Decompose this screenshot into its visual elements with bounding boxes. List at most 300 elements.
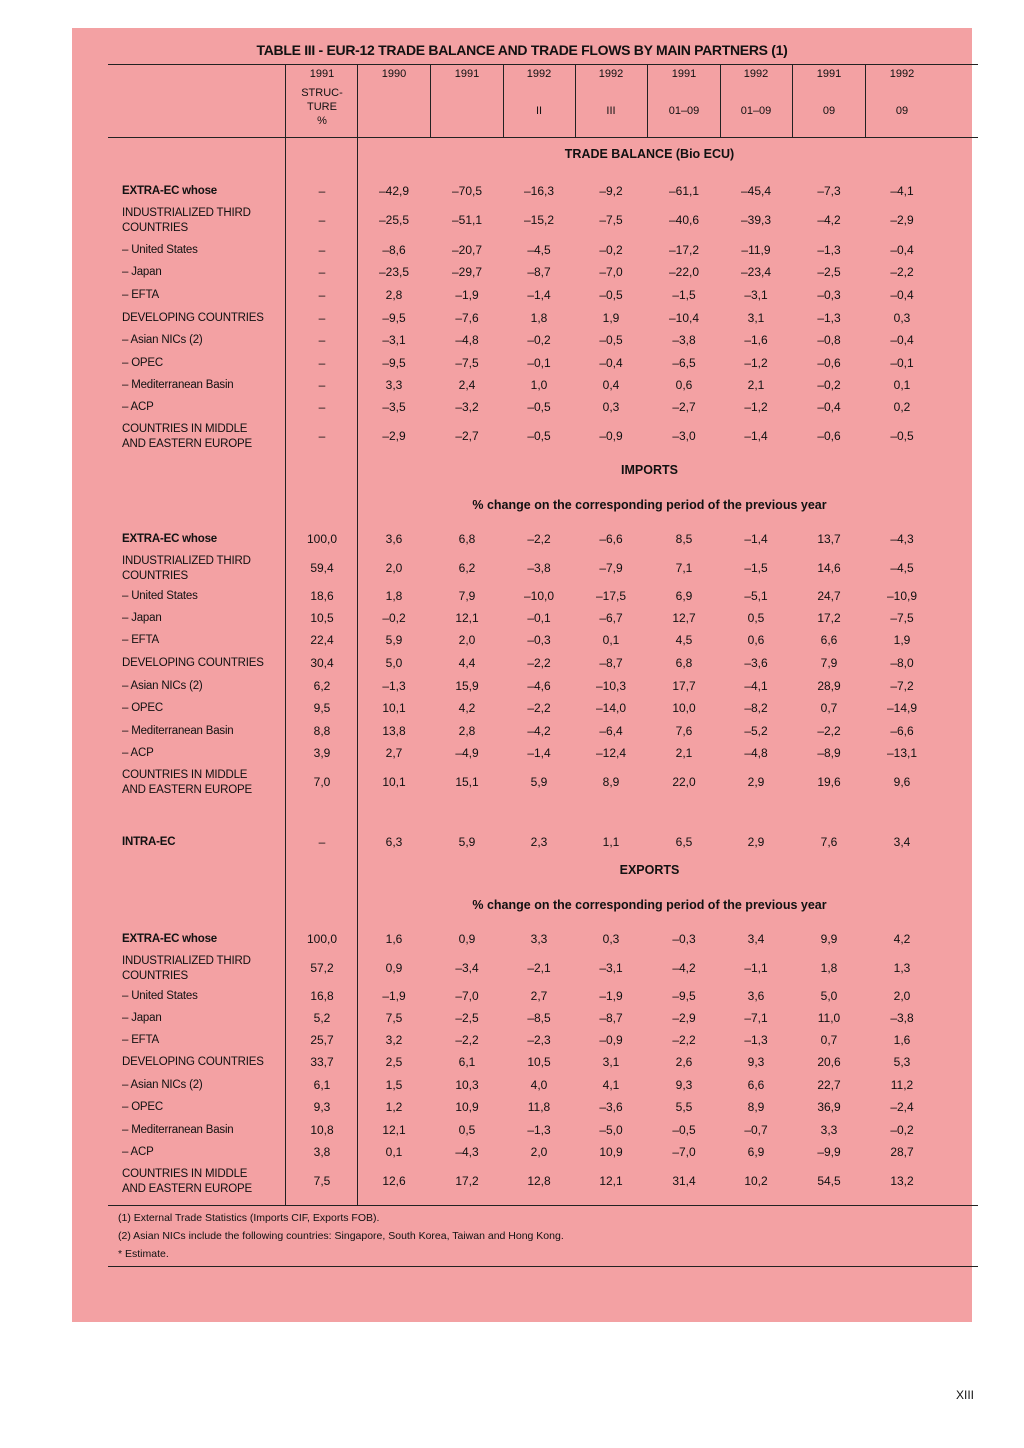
rule-line [108,1266,978,1267]
table-cell: –0,7 [744,1123,768,1137]
table-cell: –8,7 [599,656,623,670]
column-divider [430,64,431,137]
rule-line [108,1205,978,1206]
table-cell: –0,3 [672,932,696,946]
table-cell: 4,2 [893,932,911,946]
table-cell: 15,9 [455,679,479,693]
table-cell: 11,8 [527,1100,551,1114]
table-cell: 4,0 [530,1078,548,1092]
table-cell: 3,3 [530,932,548,946]
table-cell: 25,7 [310,1033,334,1047]
table-cell: –9,5 [672,989,696,1003]
table-cell: –4,2 [527,724,551,738]
table-cell: 6,1 [313,1078,331,1092]
column-header-year: 1991 [816,68,842,80]
table-cell: –2,5 [817,265,841,279]
table-cell: – [318,288,326,302]
table-cell: –0,2 [817,378,841,392]
table-cell: –0,3 [527,633,551,647]
table-cell: 57,2 [310,961,334,975]
table-cell: –3,6 [744,656,768,670]
table-cell: 3,1 [747,311,765,325]
table-cell: 0,5 [747,611,765,625]
table-cell: –2,2 [672,1033,696,1047]
table-cell: 1,8 [820,961,838,975]
table-cell: –4,3 [455,1145,479,1159]
row-label: – EFTA [122,634,159,646]
table-cell: –0,2 [527,333,551,347]
table-cell: –1,5 [672,288,696,302]
table-cell: –1,9 [455,288,479,302]
table-cell: 10,1 [382,701,406,715]
table-cell: –0,8 [817,333,841,347]
table-cell: –1,4 [527,746,551,760]
table-cell: 0,1 [893,378,911,392]
row-label: – Asian NICs (2) [122,334,203,346]
table-cell: 4,1 [602,1078,620,1092]
table-cell: 11,2 [890,1078,914,1092]
column-header-year: 1991 [671,68,697,80]
table-cell: 3,9 [313,746,331,760]
table-cell: –8,2 [744,701,768,715]
row-label: – Japan [122,1012,162,1024]
table-cell: 5,9 [458,835,476,849]
table-cell: 9,3 [313,1100,331,1114]
column-header-year: 1992 [889,68,915,80]
table-cell: –42,9 [378,184,410,198]
table-cell: –70,5 [451,184,483,198]
table-cell: –1,1 [744,961,768,975]
table-cell: 2,4 [458,378,476,392]
table-cell: –11,9 [741,243,771,257]
table-cell: –20,7 [451,243,483,257]
table-cell: 3,4 [893,835,911,849]
table-cell: 16,8 [310,989,334,1003]
table-cell: –6,6 [890,724,914,738]
table-cell: 1,3 [893,961,911,975]
table-cell: 9,5 [313,701,331,715]
table-cell: 19,6 [817,775,841,789]
table-cell: – [318,333,326,347]
table-cell: 7,1 [675,561,693,575]
table-cell: –7,0 [599,265,623,279]
table-cell: 3,3 [820,1123,838,1137]
row-label: – United States [122,590,198,602]
table-cell: 0,9 [385,961,403,975]
column-header-sub: 09 [895,105,909,117]
row-label: – ACP [122,401,154,413]
table-cell: –7,1 [744,1011,768,1025]
table-cell: –2,5 [455,1011,479,1025]
table-cell: –6,6 [599,532,623,546]
table-cell: 0,5 [458,1123,476,1137]
row-label: – Japan [122,612,162,624]
table-cell: –6,4 [599,724,623,738]
table-cell: 6,1 [458,1055,476,1069]
table-cell: 100,0 [306,932,338,946]
table-cell: 36,9 [817,1100,841,1114]
table-cell: –1,3 [527,1123,551,1137]
table-cell: –0,1 [527,356,551,370]
table-cell: –25,5 [378,213,410,227]
table-cell: 10,0 [672,701,696,715]
table-cell: 22,4 [310,633,334,647]
table-cell: –2,2 [527,701,551,715]
column-header-year: 1992 [743,68,769,80]
table-cell: –7,6 [455,311,479,325]
row-label: – Asian NICs (2) [122,1079,203,1091]
table-cell: –8,0 [890,656,914,670]
column-header-sub: 01–09 [668,105,700,117]
table-cell: –39,3 [740,213,772,227]
table-cell: 6,8 [458,532,476,546]
table-cell: 1,2 [385,1100,403,1114]
table-cell: 7,5 [313,1174,331,1188]
column-divider [575,64,576,137]
table-cell: 17,2 [817,611,841,625]
table-cell: 22,0 [672,775,696,789]
table-cell: 3,2 [385,1033,403,1047]
table-cell: 7,6 [675,724,693,738]
table-cell: 15,1 [455,775,479,789]
table-cell: –9,2 [599,184,623,198]
table-cell: 0,3 [602,400,620,414]
table-cell: 10,5 [527,1055,551,1069]
table-cell: –61,1 [668,184,700,198]
table-cell: 6,8 [675,656,693,670]
section-subheading: % change on the corresponding period of the previous year [472,898,827,912]
table-cell: 0,1 [602,633,620,647]
row-label: EXTRA-EC whose [122,933,217,945]
row-label: EXTRA-EC whose [122,533,217,545]
table-cell: –7,3 [817,184,841,198]
table-cell: 2,0 [530,1145,548,1159]
table-cell: 13,8 [382,724,406,738]
table-cell: 9,3 [675,1078,693,1092]
table-cell: –0,1 [890,356,914,370]
table-cell: 2,7 [530,989,548,1003]
table-cell: – [318,400,326,414]
table-cell: –10,9 [886,589,918,603]
table-cell: 9,3 [747,1055,765,1069]
table-cell: –3,8 [890,1011,914,1025]
table-cell: – [318,311,326,325]
row-label: – EFTA [122,289,159,301]
table-cell: –7,0 [672,1145,696,1159]
table-cell: –2,9 [672,1011,696,1025]
table-cell: 17,2 [455,1174,479,1188]
row-label: – United States [122,990,198,1002]
table-cell: 4,5 [675,633,693,647]
section-heading: EXPORTS [619,863,680,877]
table-cell: –13,1 [886,746,918,760]
table-cell: –5,2 [744,724,768,738]
row-label: – OPEC [122,357,163,369]
table-cell: 3,6 [747,989,765,1003]
table-cell: –22,0 [668,265,700,279]
section-subheading: % change on the corresponding period of the previous year [472,498,827,512]
table-cell: –0,5 [599,288,623,302]
table-cell: 1,0 [530,378,548,392]
table-cell: – [318,356,326,370]
table-cell: –0,5 [527,429,551,443]
table-cell: 4,4 [458,656,476,670]
row-label: DEVELOPING COUNTRIES [122,657,264,669]
table-cell: 0,7 [820,701,838,715]
footnote: (2) Asian NICs include the following countries: Singapore, South Korea, Taiwan and Hong Kong. [118,1230,564,1242]
table-cell: –4,8 [455,333,479,347]
table-cell: –3,5 [382,400,406,414]
table-cell: 8,9 [747,1100,765,1114]
table-cell: 14,6 [817,561,841,575]
table-cell: –0,9 [599,1033,623,1047]
table-cell: 10,8 [310,1123,334,1137]
table-cell: 28,7 [890,1145,914,1159]
footnote: (1) External Trade Statistics (Imports CIF, Exports FOB). [118,1212,380,1224]
table-cell: 5,0 [820,989,838,1003]
table-cell: –17,2 [668,243,700,257]
table-cell: 6,9 [675,589,693,603]
row-label: DEVELOPING COUNTRIES [122,1056,264,1068]
column-header-sub: STRUC- TURE % [301,87,343,127]
column-header-year: 1991 [454,68,480,80]
column-header-year: 1992 [598,68,624,80]
table-cell: –5,1 [744,589,768,603]
column-header-year: 1990 [381,68,407,80]
table-cell: 3,8 [313,1145,331,1159]
table-cell: 10,1 [382,775,406,789]
table-cell: 13,2 [890,1174,914,1188]
table-cell: 0,1 [385,1145,403,1159]
page-number: XIII [956,1388,975,1402]
table-cell: 17,7 [672,679,696,693]
table-cell: –1,4 [527,288,551,302]
table-cell: –45,4 [740,184,772,198]
table-cell: 2,1 [675,746,693,760]
row-label: COUNTRIES IN MIDDLE AND EASTERN EUROPE [122,1168,252,1195]
table-cell: –0,2 [599,243,623,257]
table-cell: 0,3 [893,311,911,325]
table-cell: –9,5 [382,356,406,370]
table-cell: 1,6 [893,1033,911,1047]
table-title: TABLE III - EUR-12 TRADE BALANCE AND TRADE FLOWS BY MAIN PARTNERS (1) [256,42,788,58]
table-cell: 54,5 [817,1174,841,1188]
table-cell: –7,0 [455,989,479,1003]
table-cell: 12,7 [672,611,696,625]
table-cell: –4,5 [527,243,551,257]
row-label: INDUSTRIALIZED THIRD COUNTRIES [122,555,251,582]
table-cell: 1,1 [602,835,620,849]
table-cell: 2,6 [675,1055,693,1069]
table-cell: –4,9 [455,746,479,760]
table-cell: 2,8 [385,288,403,302]
table-cell: –0,2 [382,611,406,625]
column-header-sub: II [535,105,543,117]
table-cell: 6,2 [313,679,331,693]
table-cell: –1,3 [817,311,841,325]
row-label: INDUSTRIALIZED THIRD COUNTRIES [122,207,251,234]
table-cell: –2,1 [527,961,551,975]
table-cell: –4,2 [817,213,841,227]
table-cell: 28,9 [817,679,841,693]
table-cell: –23,4 [740,265,772,279]
row-label: EXTRA-EC whose [122,185,217,197]
table-cell: 8,5 [675,532,693,546]
table-cell: –0,6 [817,429,841,443]
table-cell: 33,7 [310,1055,334,1069]
table-cell: –6,5 [672,356,696,370]
table-cell: 2,3 [530,835,548,849]
table-cell: –7,9 [599,561,623,575]
table-cell: 22,7 [817,1078,841,1092]
table-cell: –16,3 [523,184,555,198]
table-cell: –3,1 [744,288,768,302]
table-cell: 8,9 [602,775,620,789]
table-cell: –2,2 [890,265,914,279]
table-cell: –8,6 [382,243,406,257]
column-divider [503,64,504,137]
table-cell: –12,4 [595,746,627,760]
table-cell: 2,0 [458,633,476,647]
table-cell: –0,3 [817,288,841,302]
table-cell: 4,2 [458,701,476,715]
table-sheet [72,28,972,1322]
table-cell: – [318,243,326,257]
table-cell: 100,0 [306,532,338,546]
table-cell: –0,2 [890,1123,914,1137]
table-cell: 12,1 [455,611,479,625]
table-cell: –9,9 [817,1145,841,1159]
column-divider [357,64,358,1205]
table-cell: 2,1 [747,378,765,392]
table-cell: 1,8 [530,311,548,325]
table-cell: –1,4 [744,429,768,443]
table-cell: –3,0 [672,429,696,443]
table-cell: –2,4 [890,1100,914,1114]
table-cell: 0,3 [602,932,620,946]
column-divider [647,64,648,137]
footnote: * Estimate. [118,1248,169,1260]
table-cell: –2,3 [527,1033,551,1047]
table-cell: 10,5 [310,611,334,625]
table-cell: –5,0 [599,1123,623,1137]
table-cell: 7,0 [313,775,331,789]
table-cell: 12,6 [382,1174,406,1188]
table-cell: –1,2 [744,400,768,414]
table-cell: –6,7 [599,611,623,625]
table-cell: – [318,265,326,279]
table-cell: –9,5 [382,311,406,325]
table-cell: –7,5 [455,356,479,370]
table-cell: 7,9 [458,589,476,603]
table-cell: 12,1 [599,1174,623,1188]
column-header-sub: 09 [822,105,836,117]
column-divider [865,64,866,137]
table-cell: –7,5 [890,611,914,625]
table-cell: 20,6 [817,1055,841,1069]
table-cell: –10,0 [523,589,555,603]
row-label: COUNTRIES IN MIDDLE AND EASTERN EUROPE [122,423,252,450]
table-cell: 5,5 [675,1100,693,1114]
table-cell: 30,4 [310,656,334,670]
table-cell: –8,9 [817,746,841,760]
table-cell: –0,5 [527,400,551,414]
section-heading: IMPORTS [621,463,678,477]
section-heading: TRADE BALANCE (Bio ECU) [564,147,735,161]
table-cell: –0,4 [817,400,841,414]
table-cell: 2,8 [458,724,476,738]
table-cell: 5,9 [385,633,403,647]
table-cell: 1,6 [385,932,403,946]
table-cell: –51,1 [451,213,483,227]
table-cell: 3,6 [385,532,403,546]
table-cell: 6,6 [820,633,838,647]
table-cell: –1,4 [744,532,768,546]
table-cell: –3,2 [455,400,479,414]
table-cell: –4,2 [672,961,696,975]
row-label: – OPEC [122,1101,163,1113]
table-cell: 2,7 [385,746,403,760]
row-label: – Mediterranean Basin [122,725,234,737]
table-cell: 6,2 [458,561,476,575]
row-label: – EFTA [122,1034,159,1046]
table-cell: 2,5 [385,1055,403,1069]
table-cell: 6,3 [385,835,403,849]
row-label: COUNTRIES IN MIDDLE AND EASTERN EUROPE [122,769,252,796]
table-cell: 0,4 [602,378,620,392]
table-cell: –3,6 [599,1100,623,1114]
table-cell: 7,5 [385,1011,403,1025]
table-cell: 1,8 [385,589,403,603]
table-cell: –2,2 [527,532,551,546]
table-cell: 7,9 [820,656,838,670]
rule-line [108,137,978,138]
table-cell: 6,5 [675,835,693,849]
table-cell: 2,9 [747,835,765,849]
table-cell: 7,6 [820,835,838,849]
table-cell: –1,2 [744,356,768,370]
rule-line [108,64,978,65]
row-label: – ACP [122,1146,154,1158]
table-cell: 3,1 [602,1055,620,1069]
table-cell: –1,3 [817,243,841,257]
table-cell: –10,4 [668,311,700,325]
table-cell: –40,6 [668,213,700,227]
table-cell: –7,2 [890,679,914,693]
table-cell: –1,9 [599,989,623,1003]
table-cell: 10,2 [744,1174,768,1188]
table-cell: –23,5 [378,265,410,279]
table-cell: –4,5 [890,561,914,575]
table-cell: –3,1 [382,333,406,347]
table-cell: – [318,835,326,849]
table-cell: 13,7 [817,532,841,546]
column-header-year: 1991 [309,68,335,80]
row-label: INTRA-EC [122,836,176,848]
table-cell: 10,9 [599,1145,623,1159]
table-cell: 6,9 [747,1145,765,1159]
row-label: – Mediterranean Basin [122,1124,234,1136]
column-divider [720,64,721,137]
table-cell: 0,7 [820,1033,838,1047]
column-header-sub: III [606,105,616,117]
table-cell: –0,9 [599,429,623,443]
table-cell: –1,9 [382,989,406,1003]
table-cell: –2,9 [382,429,406,443]
table-cell: –0,5 [672,1123,696,1137]
table-cell: 9,6 [893,775,911,789]
table-cell: –0,4 [599,356,623,370]
